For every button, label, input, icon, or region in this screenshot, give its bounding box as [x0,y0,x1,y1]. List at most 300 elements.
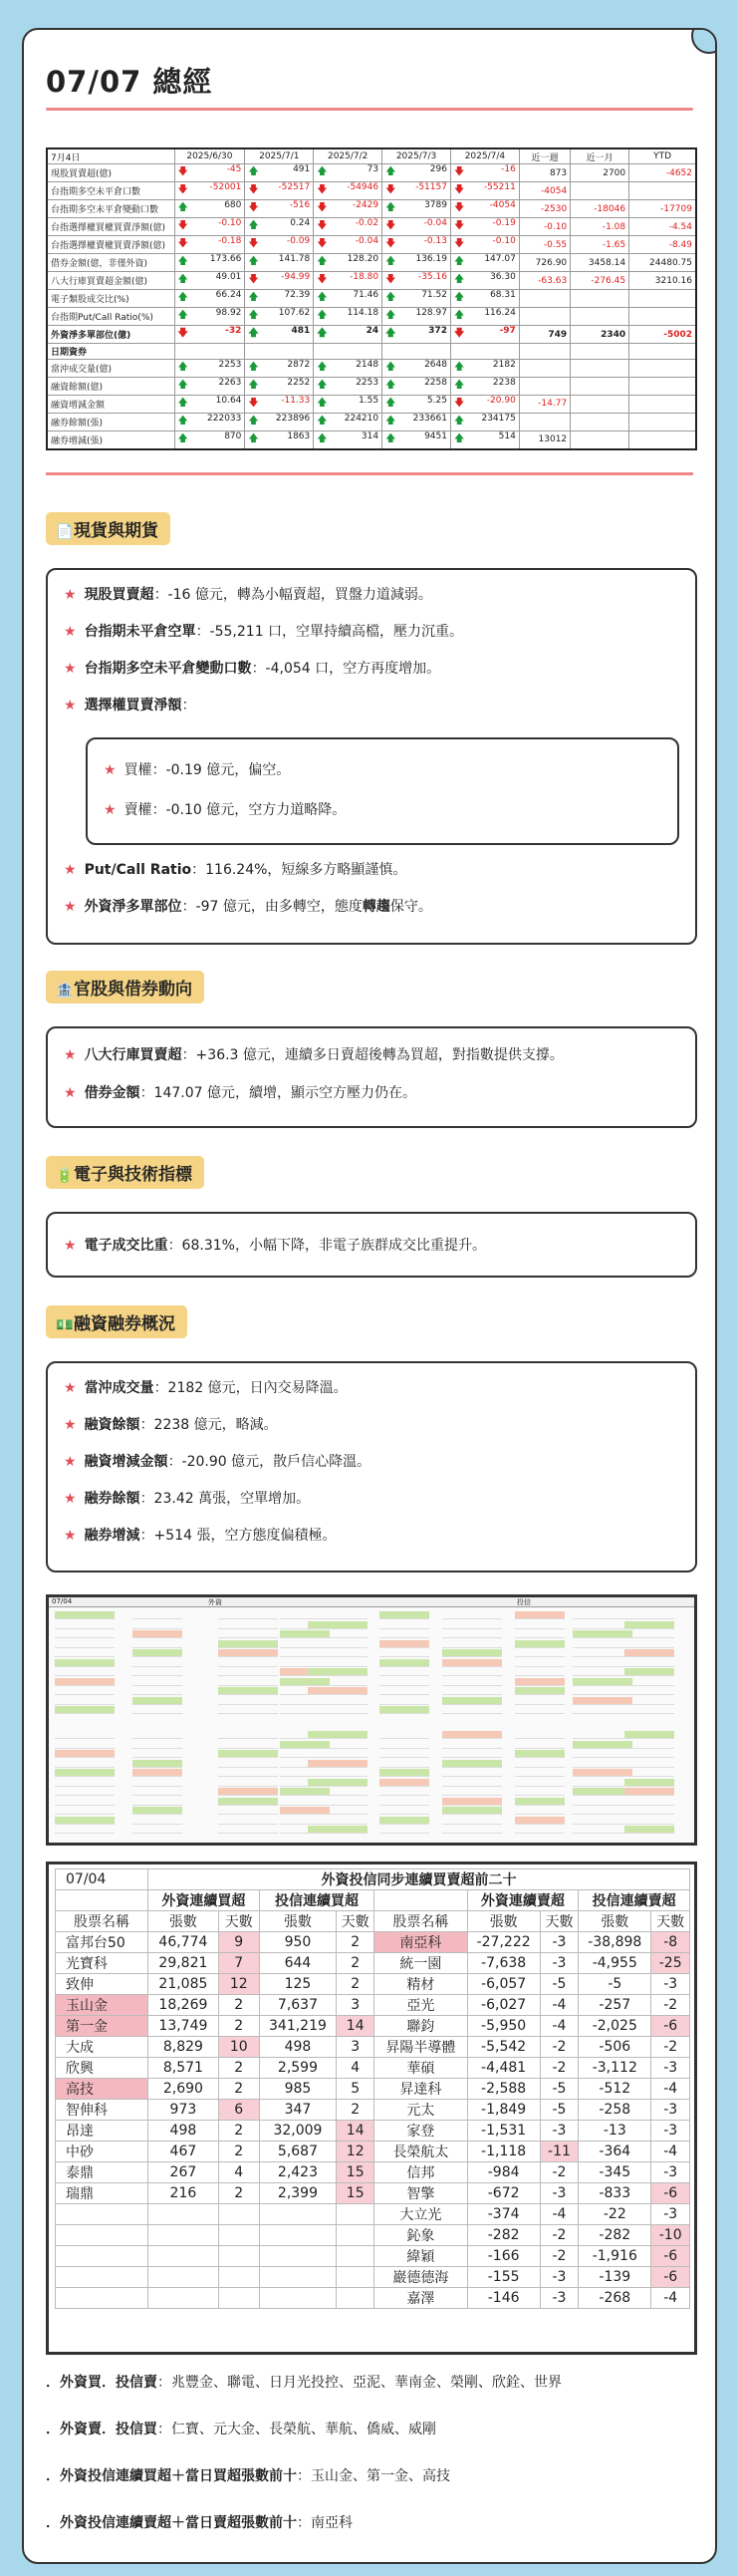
cell-value: 13012 [538,434,568,444]
mini-grid-cell [379,1807,429,1815]
mini-grid-cell [308,1697,368,1705]
mini-grid-cell [55,1668,115,1676]
mini-grid-cell [624,1741,674,1749]
table-cell [450,308,519,326]
row-label: 融券餘額(張) [47,413,174,430]
table-cell: -345 [579,2162,651,2183]
table-row [47,182,696,200]
table-cell: 5 [337,2079,374,2100]
mini-grid-cell [442,1779,502,1787]
table-cell [174,326,245,344]
mini-grid-cell [515,1630,565,1638]
row-label: 融資增減金額 [47,395,174,413]
table-row [56,1932,690,1953]
table-cell: -22 [579,2204,651,2225]
table-cell [259,2225,336,2246]
money-icon: 💵 [56,1317,74,1333]
table-cell [450,359,519,377]
table-corner-label: 7月4日 [47,148,174,164]
stock-name: 大成 [56,2037,148,2058]
table-row [56,2288,690,2309]
mini-grid-cell [379,1798,429,1806]
mini-grid-cell [308,1668,368,1676]
table-cell: -3 [540,2183,579,2204]
mini-grid-cell [379,1668,429,1676]
table-row [56,2142,690,2162]
table-cell: 8,829 [148,2037,219,2058]
mini-grid-cell [218,1826,278,1834]
stock-name: 中砂 [56,2142,148,2162]
cell-value: 870 [224,430,242,441]
row-label: 現股買賣超(億) [47,164,174,182]
bullet-item: ★ 融資增減金額：-20.90 億元，散戶信心降溫。 [64,1454,371,1470]
mini-grid-cell [55,1706,115,1714]
table-cell [629,182,696,200]
mini-grid-cell [442,1807,502,1815]
table-cell [629,413,696,430]
cell-value: 98.92 [215,308,242,318]
table-cell: 341,219 [259,2016,336,2037]
table-cell [450,236,519,254]
table-cell: -146 [467,2288,540,2309]
table-cell: -257 [579,1995,651,2016]
table-cell: 950 [259,1932,336,1953]
table-row [47,359,696,377]
table-cell [314,377,382,395]
table-cell [218,2288,259,2309]
arrow-down-icon: 🡇 [317,220,328,231]
table-cell [174,359,245,377]
table-row [47,308,696,326]
mini-grid-cell [308,1817,368,1825]
arrow-up-icon: 🡅 [453,292,465,303]
mini-grid-cell [132,1760,182,1768]
mini-grid-cell [132,1817,182,1825]
cell-value: 68.31 [490,290,516,300]
cell-value: -0.10 [218,218,242,228]
table-cell: -5,542 [467,2037,540,2058]
stock-name: 南亞科 [374,1932,467,1953]
table-row [56,2079,690,2100]
mini-grid-cell [515,1769,565,1777]
mini-grid-cell [55,1788,115,1796]
table-cell [629,326,696,344]
table-cell [519,164,570,182]
arrow-up-icon: 🡅 [453,415,465,427]
table-cell [314,272,382,290]
table-cell: -984 [467,2162,540,2183]
column-header: 近一週 [519,148,570,164]
table-cell [174,254,245,272]
mini-grid-cell [218,1817,278,1825]
mini-grid-cell [573,1706,632,1714]
table-cell: -3 [651,2204,690,2225]
mini-grid-cell [442,1630,502,1638]
section-box-gov-lending [46,1026,697,1128]
blank-cell [56,1890,148,1911]
table-cell [571,200,629,218]
table-cell: -364 [579,2142,651,2162]
table-cell [174,272,245,290]
stock-name: 精材 [374,1974,467,1995]
arrow-down-icon: 🡇 [453,328,465,339]
mini-grid-cell [442,1621,502,1629]
cell-value: 71.52 [421,290,447,300]
column-header: 2025/7/1 [245,148,314,164]
arrow-down-icon: 🡇 [453,397,465,409]
table-cell [519,290,570,308]
table-cell [174,164,245,182]
mini-grid-cell [379,1741,429,1749]
table-cell [337,2204,374,2225]
table-cell: 347 [259,2100,336,2121]
cell-value: -0.10 [543,221,568,232]
cell-value: -0.18 [218,236,242,246]
table-cell [629,377,696,395]
table-cell [174,308,245,326]
mini-grid-cell [308,1706,368,1714]
table-cell: -3 [540,2121,579,2142]
mini-grid-cell [624,1798,674,1806]
summary-key: ．外資買．投信賣 [46,2375,157,2391]
mini-grid-cell [379,1649,429,1657]
cell-value: 2340 [601,329,626,340]
table-row [47,377,696,395]
table-cell: -3,112 [579,2058,651,2079]
mini-grid-cell [442,1706,502,1714]
mini-grid-cell [308,1687,368,1695]
table-row [56,2183,690,2204]
table-cell: -3 [651,2058,690,2079]
row-label: 台指選擇權買權買賣淨額(億) [47,218,174,236]
table-cell [571,395,629,413]
row-label: 當沖成交量(億) [47,359,174,377]
mini-grid-cell [573,1779,632,1787]
arrow-up-icon: 🡅 [317,397,328,409]
table-cell: -2 [540,2037,579,2058]
table-cell: 12 [337,2142,374,2162]
table-cell [337,2267,374,2288]
group-header: 投信連續賣超 [579,1890,690,1911]
table-row [56,2121,690,2142]
cell-value: 24480.75 [649,257,692,268]
row-label: 外資淨多單部位(億) [47,326,174,344]
mini-grid-cell [218,1697,278,1705]
table-cell [245,290,314,308]
mini-grid-cell [573,1741,632,1749]
bullet-item: ★ Put/Call Ratio：116.24%，短線多方略顯謹慎。 [64,862,407,878]
table-cell [629,359,696,377]
mini-grid-cell [308,1769,368,1777]
bullet-item: ★ 八大行庫買賣超：+36.3 億元，連續多日賣超後轉為買超，對指數提供支撐。 [64,1047,564,1063]
table-cell [337,2246,374,2267]
mini-grid-cell [132,1779,182,1787]
cell-value: 147.07 [484,254,516,264]
table-cell [259,2288,336,2309]
arrow-down-icon: 🡇 [317,184,328,195]
column-header: 張數 [467,1911,540,1932]
cell-value: 3210.16 [654,275,692,286]
ranking-header: 07/04 外資 投信 [49,1597,694,1607]
mini-grid-cell [624,1817,674,1825]
table-cell: 12 [218,1974,259,1995]
table-cell: 467 [148,2142,219,2162]
cell-value: 224210 [344,413,379,424]
table-cell [382,326,451,344]
bullet-item: ★ 台指期未平倉空單：-55,211 口，空單持續高檔，壓力沉重。 [64,624,464,640]
mini-grid-cell [218,1769,278,1777]
section-box-spot-futures [46,568,697,945]
cell-value: 128.97 [415,308,447,318]
mini-grid-cell [515,1697,565,1705]
mini-grid-cell [308,1678,368,1686]
table-cell [450,413,519,430]
mini-grid-cell [515,1649,565,1657]
mini-grid-cell [218,1779,278,1787]
table-cell: 498 [148,2121,219,2142]
stock-name: 富邦台50 [56,1932,148,1953]
table-cell [519,326,570,344]
table-cell: -3 [651,2121,690,2142]
table-cell [450,254,519,272]
arrow-up-icon: 🡅 [248,328,259,339]
cell-value: 372 [428,326,447,336]
cell-value: -14.77 [538,399,568,409]
cell-value: -55211 [483,182,516,192]
table-cell [314,430,382,449]
mini-grid-cell [573,1826,632,1834]
cell-value: -4.54 [668,221,692,232]
row-label: 融券增減(張) [47,430,174,449]
mini-grid-cell [308,1788,368,1796]
cell-value: 141.78 [278,254,311,264]
table-cell [218,2225,259,2246]
mini-grid-cell [442,1769,502,1777]
arrow-down-icon: 🡇 [248,274,259,285]
table-cell: -2 [540,2246,579,2267]
table-cell: 973 [148,2100,219,2121]
mini-grid-cell [442,1760,502,1768]
table-cell: -5 [540,2100,579,2121]
mini-grid-cell [55,1731,115,1739]
table-cell: -2 [651,1995,690,2016]
mini-grid-cell [442,1649,502,1657]
cell-value: 1.55 [359,395,379,406]
mini-grid-cell [308,1621,368,1629]
table-cell [629,254,696,272]
group-header: 外資連續賣超 [467,1890,579,1911]
table-cell: -13 [579,2121,651,2142]
mini-grid-cell [379,1611,429,1619]
cell-value: 136.19 [415,254,447,264]
table-row [56,2267,690,2288]
mini-grid-cell [218,1706,278,1714]
table-cell: 8,571 [148,2058,219,2079]
mini-grid-cell [624,1640,674,1648]
mini-grid-cell [218,1678,278,1686]
stock-name: 聯鈞 [374,2016,467,2037]
table-cell: -282 [467,2225,540,2246]
mini-grid-cell [308,1760,368,1768]
mini-grid-cell [515,1706,565,1714]
mini-grid-cell [308,1807,368,1815]
table-cell: -282 [579,2225,651,2246]
table-cell: 2 [218,2183,259,2204]
table-cell: -27,222 [467,1932,540,1953]
cell-value: -0.09 [286,236,311,246]
table-cell: -3 [540,1953,579,1974]
table-cell [245,413,314,430]
cell-value: -51157 [415,182,447,192]
mini-grid-cell [573,1769,632,1777]
mini-grid-cell [515,1760,565,1768]
cell-value: -97 [499,326,516,336]
mini-grid-cell [624,1659,674,1667]
arrow-up-icon: 🡅 [317,310,328,321]
table-cell: -512 [579,2079,651,2100]
cell-value: 222033 [207,413,242,424]
cell-value: -0.19 [492,218,516,228]
table-cell [519,344,570,360]
mini-grid-cell [55,1687,115,1695]
bullet-item: ★ 台指期多空未平倉變動口數：-4,054 口，空方再度增加。 [64,661,441,677]
mini-grid-cell [379,1678,429,1686]
mini-grid-cell [379,1630,429,1638]
table-cell [519,377,570,395]
stock-name: 昇陽半導體 [374,2037,467,2058]
table-cell [245,395,314,413]
cell-value: -0.10 [492,236,516,246]
table-cell: 267 [148,2162,219,2183]
table-cell [314,395,382,413]
cell-value: 116.24 [484,308,516,318]
cell-value: -516 [289,200,311,210]
mini-grid-cell [55,1659,115,1667]
arrow-down-icon: 🡇 [177,328,188,339]
table-cell [382,236,451,254]
table-cell [245,182,314,200]
table-cell: -374 [467,2204,540,2225]
cell-value: -20.90 [486,395,516,406]
stock-name: 泰鼎 [56,2162,148,2183]
table-cell [571,430,629,449]
star-icon: ★ [64,661,77,677]
table-cell [148,2225,219,2246]
mini-grid-cell [442,1750,502,1758]
table-cell: 125 [259,1974,336,1995]
mini-grid-cell [624,1668,674,1676]
table-cell [629,430,696,449]
table-cell: -1,531 [467,2121,540,2142]
arrow-up-icon: 🡅 [385,415,396,427]
table-row [56,2162,690,2183]
table-cell: 4 [218,2162,259,2183]
table-row [56,2246,690,2267]
arrow-up-icon: 🡅 [385,432,396,444]
mini-grid-cell [379,1750,429,1758]
table-cell [314,236,382,254]
table-cell: 644 [259,1953,336,1974]
star-icon: ★ [64,587,77,603]
table-cell [174,413,245,430]
table-cell: 2,399 [259,2183,336,2204]
cell-value: 481 [291,326,311,336]
table-cell: -3 [651,1974,690,1995]
star-icon: ★ [104,802,117,818]
cell-value: -0.13 [423,236,447,246]
table-cell [218,2204,259,2225]
mini-grid-cell [55,1621,115,1629]
summary-line: ．外資買．投信賣：兆豐金、聯電、日月光投控、亞泥、華南金、榮剛、欣銓、世界 [46,2375,562,2391]
mini-grid-cell [515,1817,565,1825]
table-row [47,430,696,449]
table-cell: -4 [540,2016,579,2037]
column-header-row [56,1911,690,1932]
mini-grid-cell [624,1750,674,1758]
column-header: 天數 [218,1911,259,1932]
mini-grid-cell [442,1741,502,1749]
arrow-up-icon: 🡅 [248,166,259,177]
table-cell: -2 [651,2037,690,2058]
table-cell [519,413,570,430]
mini-grid-cell [132,1798,182,1806]
mini-grid-cell [55,1611,115,1619]
table-cell: -6 [651,2183,690,2204]
table-cell [314,200,382,218]
mini-grid-cell [442,1697,502,1705]
table-cell [450,395,519,413]
arrow-up-icon: 🡅 [177,292,188,303]
cell-value: -52001 [209,182,242,192]
mini-grid-cell [308,1798,368,1806]
table-cell: 14 [337,2121,374,2142]
cell-value: 223896 [275,413,311,424]
table-cell [519,236,570,254]
mini-grid-cell [624,1630,674,1638]
cell-value: -54946 [347,182,379,192]
bullet-item: ★ 外資淨多單部位：-97 億元，由多轉空，態度轉趨保守。 [64,899,432,915]
stock-name: 長榮航太 [374,2142,467,2162]
table-row [47,413,696,430]
table-cell: -3 [651,2100,690,2121]
table-cell [382,308,451,326]
table-cell [148,2288,219,2309]
table-cell [450,164,519,182]
mini-grid-cell [132,1668,182,1676]
sub-bullet-item: ★ 賣權：-0.10 億元，空方力道略降。 [104,802,347,818]
section-header-gov-lending: 🏦官股與借券動向 [46,971,204,1003]
blank-cell [374,1890,467,1911]
star-icon: ★ [64,1454,77,1470]
table-cell: 9 [218,1932,259,1953]
mini-grid-cell [55,1807,115,1815]
stock-name: 第一金 [56,2016,148,2037]
table-cell [245,218,314,236]
cell-value: 314 [361,430,379,441]
table-cell [314,413,382,430]
arrow-up-icon: 🡅 [177,256,188,267]
table-cell [218,2267,259,2288]
arrow-down-icon: 🡇 [177,238,188,249]
mini-grid-cell [573,1788,632,1796]
table-cell: 46,774 [148,1932,219,1953]
table-cell [148,2204,219,2225]
cell-value: 66.24 [215,290,242,300]
cell-value: 2252 [287,377,311,388]
arrow-down-icon: 🡇 [248,397,259,409]
column-header: 天數 [337,1911,374,1932]
table-cell [382,164,451,182]
